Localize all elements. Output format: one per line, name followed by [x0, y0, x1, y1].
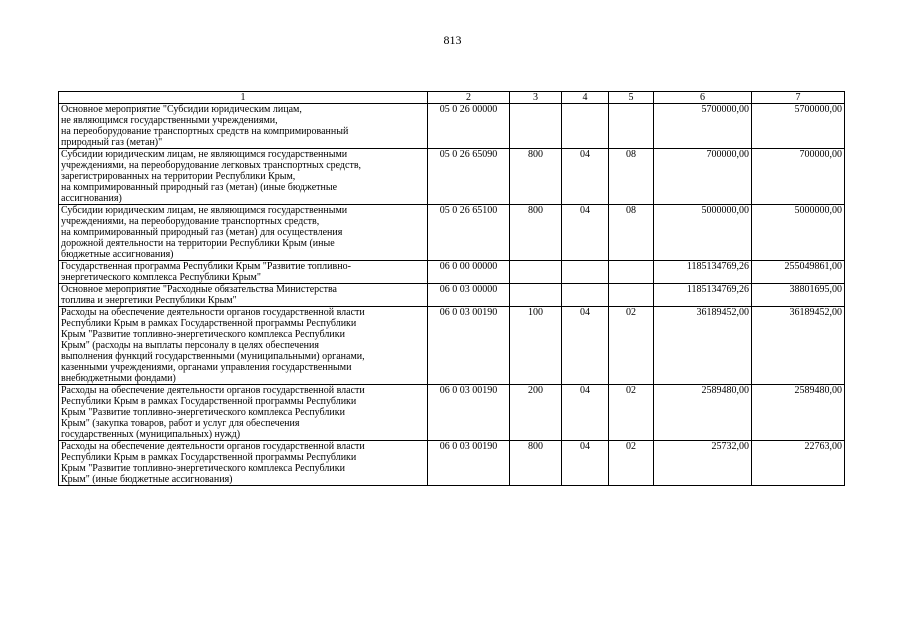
- header-cell: 2: [428, 92, 510, 104]
- page-number: 813: [443, 33, 462, 47]
- row-col4: 04: [562, 441, 609, 486]
- row-name: Основное мероприятие "Расходные обязательства Министерства топлива и энергетики Республики Крым": [59, 284, 428, 307]
- row-name: Расходы на обеспечение деятельности органов государственной власти Республики Крым в рамках Государственной программы Республики Крым "Развитие топливно-энергетического комплекса Республики Крым" (расходы на выплаты персоналу в целях обеспечения выполнения функций государственными (муниципальными) органами, казенными учреждениями, органами управления государственными внебюджетными фондами): [59, 307, 428, 385]
- row-col3: 800: [510, 441, 562, 486]
- table-row: [59, 104, 845, 149]
- row-col5: 02: [609, 441, 654, 486]
- header-cell: 7: [752, 92, 845, 104]
- row-col3: 800: [510, 205, 562, 261]
- table-row: [59, 261, 845, 284]
- row-name: Расходы на обеспечение деятельности органов государственной власти Республики Крым в рамках Государственной программы Республики Крым "Развитие топливно-энергетического комплекса Республики Крым" (закупка товаров, работ и услуг для обеспечения государственных (муниципальных) нужд): [59, 385, 428, 441]
- table-row: [59, 385, 845, 441]
- row-amount-6: 2589480,00: [654, 385, 752, 441]
- row-col5: [609, 261, 654, 284]
- row-code: 06 0 03 00000: [428, 284, 510, 307]
- table-row: [59, 307, 845, 385]
- row-col5: 02: [609, 385, 654, 441]
- row-code: 06 0 00 00000: [428, 261, 510, 284]
- row-amount-7: 700000,00: [752, 149, 845, 205]
- row-name: Государственная программа Республики Крым "Развитие топливно- энергетического комплекса Республики Крым": [59, 261, 428, 284]
- row-code: 05 0 26 65090: [428, 149, 510, 205]
- row-code: 06 0 03 00190: [428, 385, 510, 441]
- row-col5: 08: [609, 205, 654, 261]
- row-amount-6: 700000,00: [654, 149, 752, 205]
- header-cell: 3: [510, 92, 562, 104]
- row-col3: 800: [510, 149, 562, 205]
- header-cell: 5: [609, 92, 654, 104]
- header-row: [59, 92, 845, 104]
- row-col4: 04: [562, 205, 609, 261]
- row-name: Основное мероприятие "Субсидии юридическим лицам, не являющимся государственными учреждениями, на переоборудование транспортных средств на компримированный природный газ (метан)": [59, 104, 428, 149]
- row-name: Субсидии юридическим лицам, не являющимся государственными учреждениями, на переоборудование транспортных средств, на компримированный природный газ (метан) для осуществления дорожной деятельности на территории Республики Крым (иные бюджетные ассигнования): [59, 205, 428, 261]
- row-col4: [562, 261, 609, 284]
- row-amount-6: 1185134769,26: [654, 261, 752, 284]
- header-cell: 4: [562, 92, 609, 104]
- header-cell: 6: [654, 92, 752, 104]
- row-col3: [510, 284, 562, 307]
- row-amount-7: 22763,00: [752, 441, 845, 486]
- budget-table: [58, 91, 845, 486]
- row-code: 06 0 03 00190: [428, 307, 510, 385]
- row-amount-7: 2589480,00: [752, 385, 845, 441]
- row-col3: 100: [510, 307, 562, 385]
- row-name: Субсидии юридическим лицам, не являющимся государственными учреждениями, на переоборудование легковых транспортных средств, зарегистрированных на территории Республики Крым, на компримированный природный газ (метан) (иные бюджетные ассигнования): [59, 149, 428, 205]
- table-row: [59, 284, 845, 307]
- row-amount-6: 1185134769,26: [654, 284, 752, 307]
- row-col3: 200: [510, 385, 562, 441]
- row-col3: [510, 104, 562, 149]
- table-row: [59, 205, 845, 261]
- row-col5: [609, 284, 654, 307]
- row-amount-7: 38801695,00: [752, 284, 845, 307]
- row-amount-7: 5700000,00: [752, 104, 845, 149]
- row-code: 05 0 26 00000: [428, 104, 510, 149]
- row-name: Расходы на обеспечение деятельности органов государственной власти Республики Крым в рамках Государственной программы Республики Крым "Развитие топливно-энергетического комплекса Республики Крым" (иные бюджетные ассигнования): [59, 441, 428, 486]
- row-col4: 04: [562, 149, 609, 205]
- row-amount-6: 36189452,00: [654, 307, 752, 385]
- row-col4: 04: [562, 385, 609, 441]
- row-col4: [562, 284, 609, 307]
- row-amount-6: 5000000,00: [654, 205, 752, 261]
- header-cell: 1: [59, 92, 428, 104]
- row-col4: [562, 104, 609, 149]
- row-col5: 08: [609, 149, 654, 205]
- row-amount-6: 25732,00: [654, 441, 752, 486]
- row-amount-7: 36189452,00: [752, 307, 845, 385]
- table-row: [59, 149, 845, 205]
- row-code: 05 0 26 65100: [428, 205, 510, 261]
- row-amount-6: 5700000,00: [654, 104, 752, 149]
- row-amount-7: 5000000,00: [752, 205, 845, 261]
- row-col5: 02: [609, 307, 654, 385]
- row-col5: [609, 104, 654, 149]
- row-amount-7: 255049861,00: [752, 261, 845, 284]
- row-code: 06 0 03 00190: [428, 441, 510, 486]
- row-col3: [510, 261, 562, 284]
- row-col4: 04: [562, 307, 609, 385]
- table-row: [59, 441, 845, 486]
